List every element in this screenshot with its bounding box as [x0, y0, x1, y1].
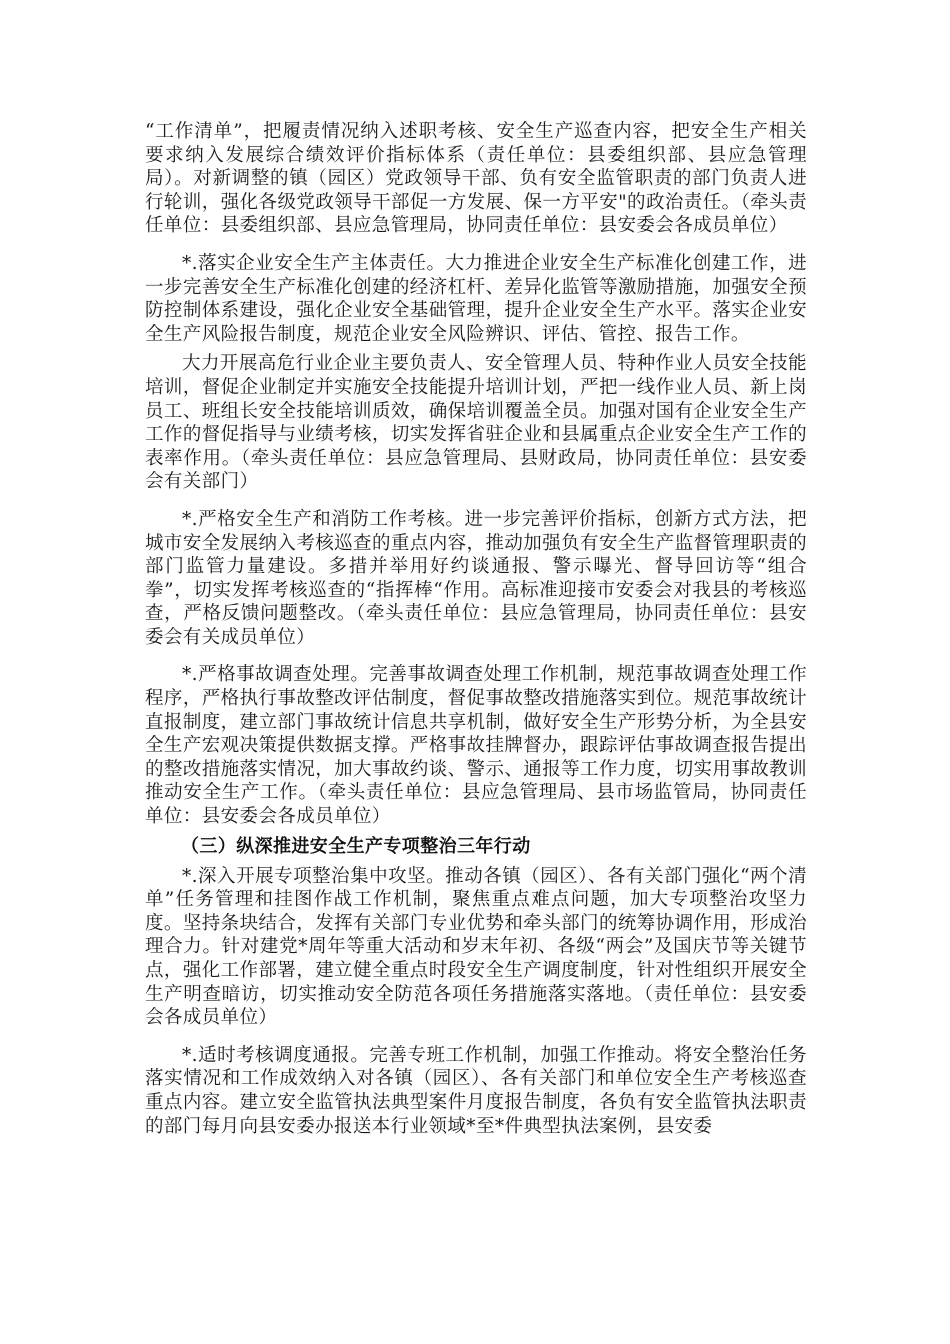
document-body [145, 120, 807, 1152]
section-heading: （三）纵深推进安全生产专项整治三年行动 [181, 835, 531, 857]
paragraph-assessment: *.严格安全生产和消防工作考核。进一步完善评价指标，创新方式方法，把城市安全发展纳入考核巡查的重点内容，推动加强负有安全生产监督管理职责的部门监管力量建设。多措并举用好约谈通报、警示曝光、督导回访等“组合拳”，切实发挥考核巡查的“指挥棒“作用。高标准迎接市安委会对我县的考核巡查，严格反馈问题整改。（牵头责任单位：县应急管理局，协同责任单位：县安委会有关成员单位） [145, 508, 807, 648]
paragraph-special-rectification: *.深入开展专项整治集中攻坚。推动各镇（园区）、各有关部门强化“两个清单”任务管理和挂图作战工作机制，聚焦重点难点问题，加大专项整治攻坚力度。坚持条块结合，发挥有关部门专业优势和牵头部门的统筹协调作用，形成治理合力。针对建党*周年等重大活动和岁末年初、各级“两会”及国庆节等关键节点，强化工作部署，建立健全重点时段安全生产调度制度，针对性组织开展安全生产明查暗访，切实推动安全防范各项任务措施落实落地。（责任单位：县安委会各成员单位） [145, 865, 807, 1029]
paragraph-scheduling-report: *.适时考核调度通报。完善专班工作机制，加强工作推动。将安全整治任务落实情况和工作成效纳入对各镇（园区）、各有关部门和单位安全生产考核巡查重点内容。建立安全监管执法典型案件月度报告制度，各负有安全监管执法职责的部门每月向县安委办报送本行业领域*至*件典型执法案例，县安委 [145, 1044, 807, 1137]
paragraph-work-list: “工作清单”，把履责情况纳入述职考核、安全生产巡查内容，把安全生产相关要求纳入发展综合绩效评价指标体系（责任单位：县委组织部、县应急管理局）。对新调整的镇（园区）党政领导干部、负有安全监管职责的部门负责人进行轮训，强化各级党政领导干部促一方发展、保一方平安"的政治责任。（牵头责任单位：县委组织部、县应急管理局，协同责任单位：县安委会各成员单位） [145, 121, 807, 237]
paragraph-accident-investigation: *.严格事故调查处理。完善事故调查处理工作机制，规范事故调查处理工作程序，严格执行事故整改评估制度，督促事故整改措施落实到位。规范事故统计直报制度，建立部门事故统计信息共享机制，做好安全生产形势分析，为全县安全生产宏观决策提供数据支撑。严格事故挂牌督办，跟踪评估事故调查报告提出的整改措施落实情况，加大事故约谈、警示、通报等工作力度，切实用事故教训推动安全生产工作。（牵头责任单位：县应急管理局、县市场监管局，协同责任单位：县安委会各成员单位） [145, 664, 807, 828]
paragraph-skills-training: 大力开展高危行业企业主要负责人、安全管理人员、特种作业人员安全技能培训，督促企业制定并实施安全技能提升培训计划，严把一线作业人员、新上岗员工、班组长安全技能培训质效，确保培训覆盖全员。加强对国有企业安全生产工作的督促指导与业绩考核，切实发挥省驻企业和县属重点企业安全生产工作的表率作用。（牵头责任单位：县应急管理局、县财政局，协同责任单位：县安委会有关部门） [145, 353, 807, 493]
paragraph-enterprise-responsibility: *.落实企业安全生产主体责任。大力推进企业安全生产标准化创建工作，进一步完善安全生产标准化创建的经济杠杆、差异化监管等激励措施，加强安全预防控制体系建设，强化企业安全基础管理，提升企业安全生产水平。落实企业安全生产风险报告制度，规范企业安全风险辨识、评估、管控、报告工作。 [145, 252, 807, 345]
